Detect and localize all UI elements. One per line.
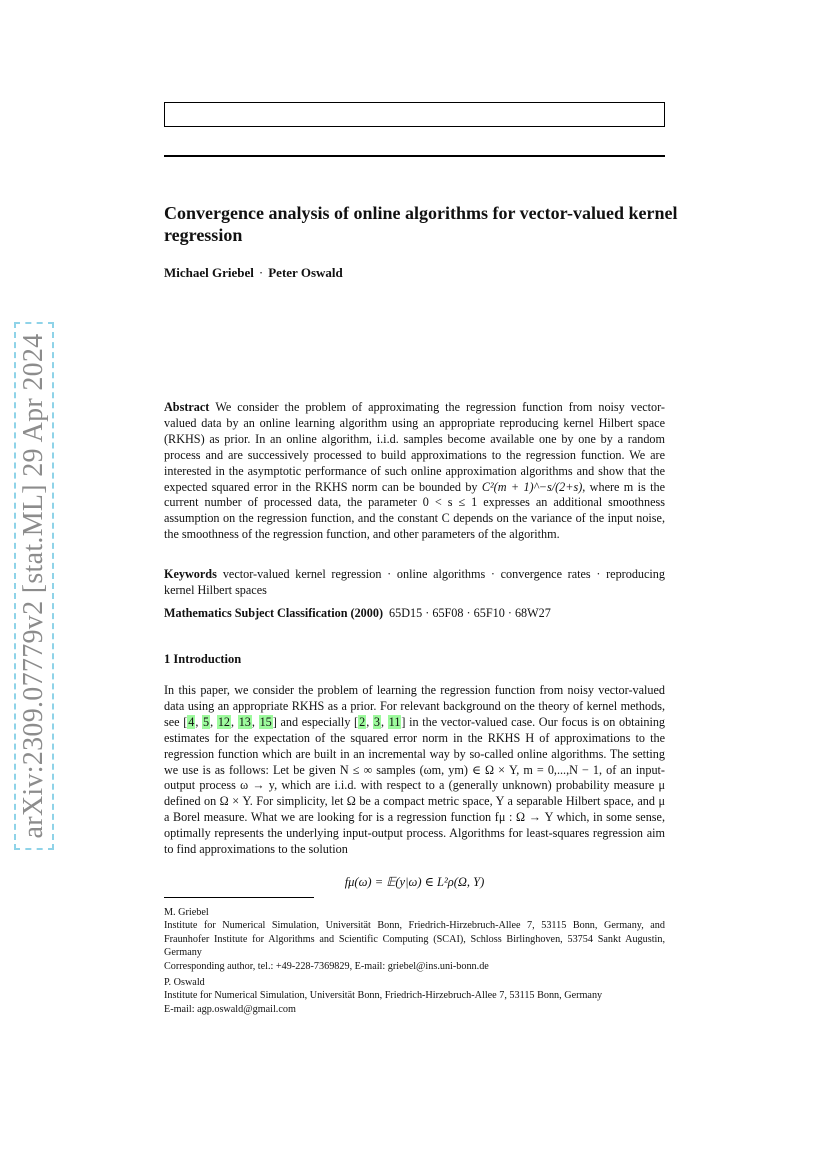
footnote-affiliation: Institute for Numerical Simulation, Universität Bonn, Friedrich-Hirzebruch-Allee 7, 53115 Bonn, Germany [164, 990, 603, 1002]
header-rule [164, 155, 665, 157]
footnote-name: P. Oswald [164, 977, 205, 988]
abstract-text-continued: , where m is the current number of processed data, the parameter 0 < s ≤ 1 expresses an additional smoothness assumption on the regression function, and the constant C depends on the variance of the input noise, the smoothness of the regression function, and other parameters of the algorithm. [164, 479, 665, 542]
author-name: Peter Oswald [268, 265, 343, 280]
abstract-text: We consider the problem of approximating the regression function from noisy vector-valued data by an online learning algorithm using an appropriate reproducing kernel Hilbert space (RKHS) as prior. In an online algorithm, i.i.d. samples become available one by one by a random process and are successively processed to build approximations to the regression function. We are interested in the asymptotic performance of such online approximation algorithms and show that the expected squared error in the RKHS norm can be bounded by [164, 400, 665, 494]
msc-text: 65D15 · 65F08 · 65F10 · 68W27 [389, 606, 551, 620]
footnote-contact: E-mail: agp.oswald@gmail.com [164, 1003, 296, 1015]
citation-link[interactable]: 5 [203, 714, 210, 729]
citation-link[interactable]: 4 [188, 714, 195, 729]
intro-paragraph: In this paper, we consider the problem of learning the regression function from noisy vector-valued data using an appropriate RKHS as a prior. For relevant background on the theory of kernel methods, see [4, 5, 12, 13, 15] and especially [2, 3, 11] in the vector-valued case. Our focus is on obtaining estimates for the expectation of the squared error norm in the RKHS H of approximations to the regression function which are built in an incremental way by so-called online algorithms. The setting we use is as follows: Let be given N ≤ ∞ samples (ωm, ym) ∈ Ω × Y, m = 0,...,N − 1, of an input-output process ω → y, which are i.i.d. with respect to a (generally unknown) probability measure μ defined on Ω × Y. For simplicity, let Ω be a compact metric space, Y a separable Hilbert space, and μ a Borel measure. What we are looking for is a regression function fμ : Ω → Y which, in some sense, optimally represents the underlying input-output process. Algorithms for least-squares regression aim to find approximations to the solution [164, 683, 666, 857]
citation-link[interactable]: 15 [259, 714, 272, 729]
intro-text: In this paper, we consider the problem of learning the regression function from noisy vector-valued data using an appropriate RKHS as a prior. For relevant background on the theory of kernel methods, see [ [164, 683, 665, 729]
keywords [164, 567, 665, 599]
msc-label: Mathematics Subject Classification (2000) [164, 606, 384, 620]
citation-link[interactable]: 13 [238, 714, 251, 729]
arxiv-stamp [14, 322, 54, 850]
abstract-label: Abstract [164, 400, 210, 414]
citation-link[interactable]: 11 [388, 714, 401, 729]
paper-title: Convergence analysis of online algorithms for vector-valued kernel regression [164, 203, 678, 245]
citation-link[interactable]: 3 [373, 714, 380, 729]
author-list [164, 265, 343, 281]
section-heading: 1 Introduction [164, 652, 242, 666]
footnote-rule [164, 897, 314, 898]
arxiv-stamp-text: arXiv:2309.07779v2 [stat.ML] 29 Apr 2024 [18, 333, 49, 839]
keywords-text: vector-valued kernel regression · online algorithms · convergence rates · reproducing kernel Hilbert spaces [164, 567, 665, 597]
author-separator: · [258, 265, 264, 280]
intro-text: ] in the vector-valued case. Our focus is on obtaining estimates for the expectation of the squared error norm in the RKHS H of approximations to the regression function which are built in an incremental way by so-called online algorithms. The setting we use is as follows: Let be given N ≤ ∞ samples (ωm, ym) ∈ Ω × Y, m = 0,...,N − 1, of an input-output process ω → y, which are i.i.d. with respect to a (generally unknown) probability measure μ defined on Ω × Y. For simplicity, let Ω be a compact metric space, Y a separable Hilbert space, and μ a Borel measure. What we are looking for is a regression function fμ : Ω → Y which, in some sense, optimally represents the underlying input-output process. Algorithms for least-squares regression aim to find approximations to the solution [164, 714, 666, 857]
footnote-author-2 [164, 976, 665, 1016]
footnote-author-1 [164, 906, 665, 973]
footnote-name: M. Griebel [164, 907, 209, 918]
footnote-contact: Corresponding author, tel.: +49-228-7369829, E-mail: griebel@ins.uni-bonn.de [164, 960, 489, 972]
abstract [164, 400, 665, 543]
citation-link[interactable]: 2 [359, 714, 366, 729]
running-header-box [164, 102, 665, 127]
citation-link[interactable]: 12 [217, 714, 231, 729]
intro-text: ] and especially [ [272, 714, 359, 729]
equation: fμ(ω) = 𝔼(y|ω) ∈ L²ρ(Ω, Y) [344, 875, 485, 889]
author-name: Michael Griebel [164, 265, 254, 280]
msc-classification [164, 606, 665, 622]
keywords-label: Keywords [164, 567, 217, 581]
bound-formula: C²(m + 1)^−s/(2+s) [481, 479, 583, 494]
footnote-affiliation: Institute for Numerical Simulation, Universität Bonn, Friedrich-Hirzebruch-Allee 7, 53115 Bonn, Germany, and Fraunhofer Institute for Algorithms and Scientific Computing (SCAI), Schloss Birlinghoven, 53754 Sankt Augustin, Germany [164, 920, 665, 959]
